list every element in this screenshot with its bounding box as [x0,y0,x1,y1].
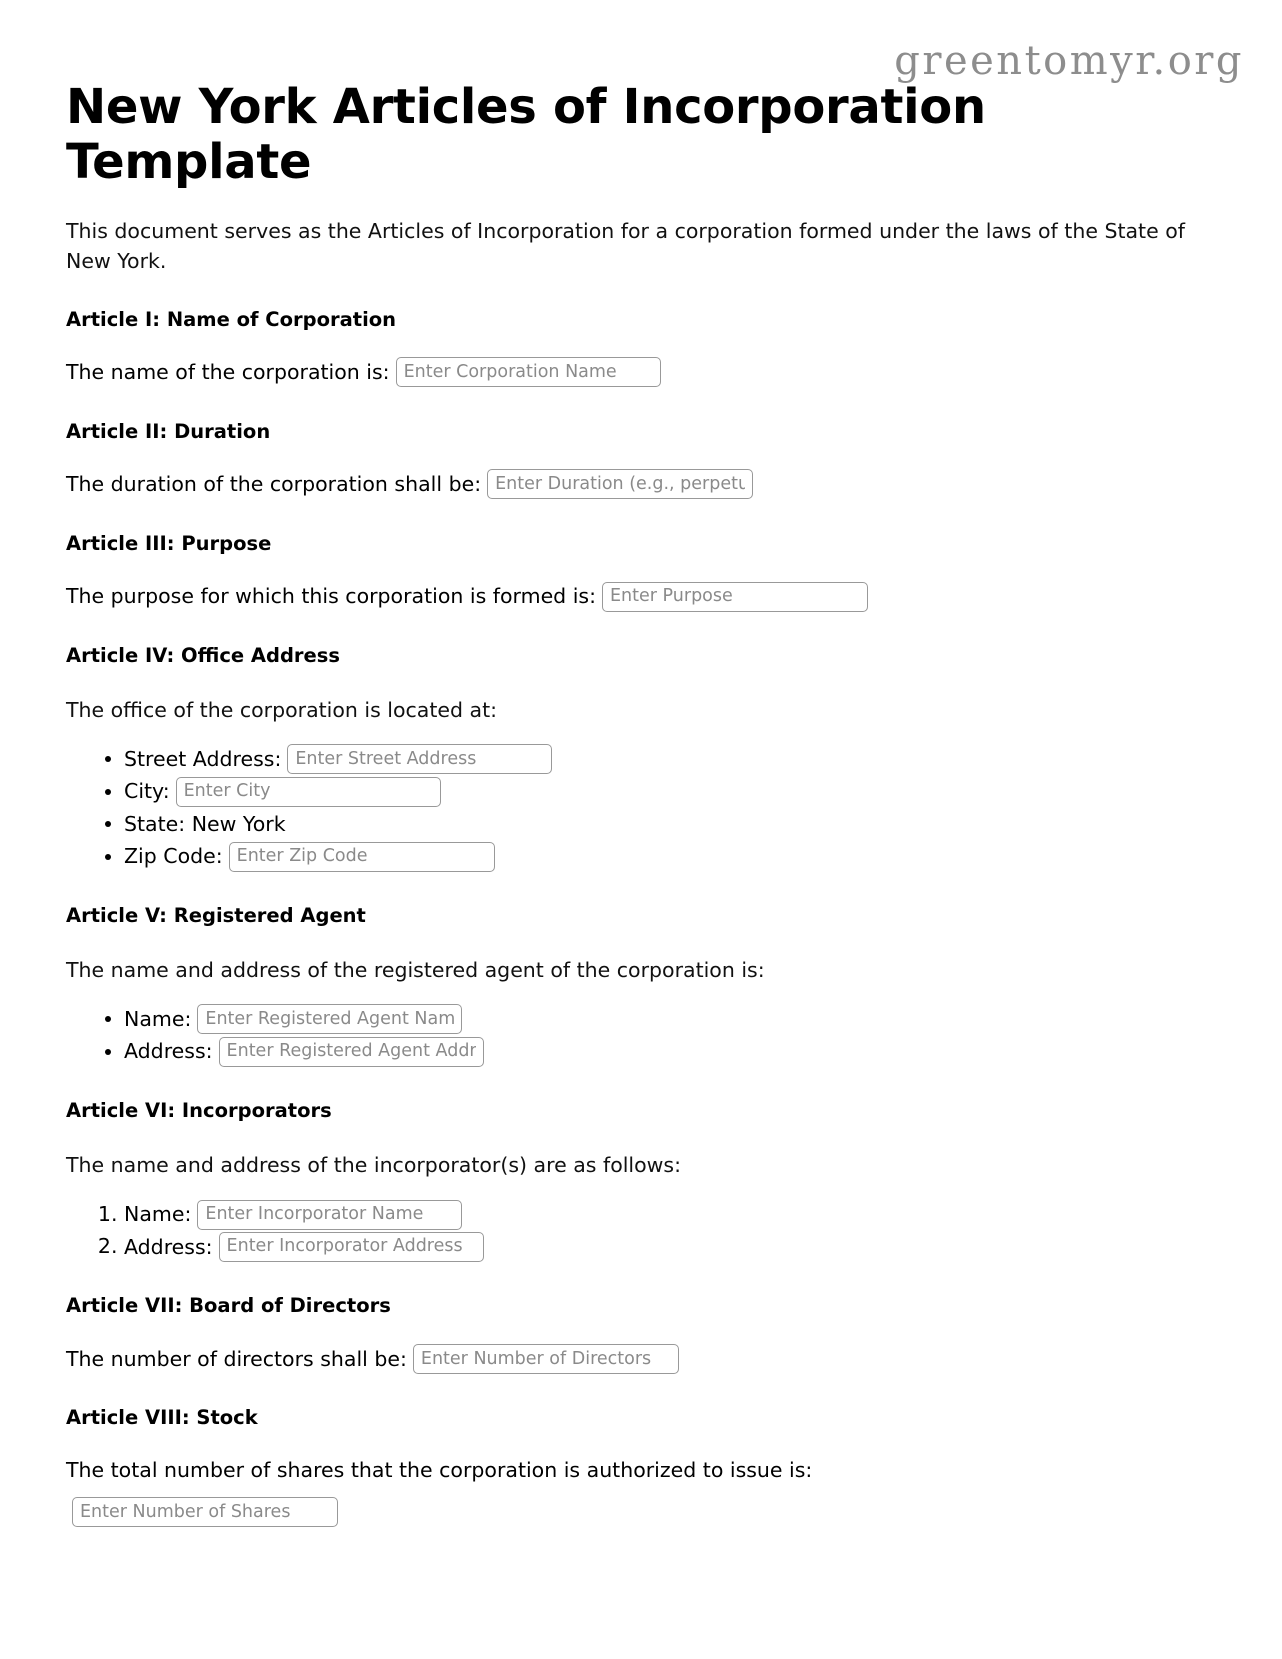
article-viii-field-row [66,1497,1186,1527]
article-vi-heading: Article VI: Incorporators [66,1099,332,1123]
incorporator-name-label: 1. Name: [124,1202,192,1227]
article-vii-label: The number of directors shall be: [66,1346,407,1371]
zip-code-input[interactable] [229,842,495,872]
article-ii-heading: Article II: Duration [66,419,271,443]
list-item [124,776,1186,807]
article-i-heading: Article I: Name of Corporation [66,307,397,331]
number-of-directors-input[interactable] [413,1344,679,1374]
article-i-label: The name of the corporation is: [66,360,390,384]
article-viii-heading: Article VIII: Stock [66,1406,258,1430]
registered-agent-list [66,1003,1186,1067]
registered-agent-name-input[interactable] [197,1004,462,1034]
duration-input[interactable] [487,469,753,499]
article-ii-label: The duration of the corporation shall be: [66,472,482,497]
incorporator-address-label: 2. Address: [124,1234,213,1259]
article-vi-lead: The name and address of the incorporator(s) are as follows: [66,1153,682,1178]
incorporator-name-input[interactable] [197,1200,462,1230]
article-iii-heading: Article III: Purpose [66,531,272,555]
list-item [124,841,1186,872]
article-v-heading: Article V: Registered Agent [66,903,366,927]
page-title: New York Articles of Incorporation Template [66,79,986,190]
article-vii-field-row [66,1344,1186,1375]
number-of-shares-input[interactable] [72,1497,338,1527]
list-item [124,1199,1186,1230]
city-label: • City: [124,779,170,804]
article-i-field-row [66,357,1186,388]
list-item [124,808,1186,839]
article-viii-label: The total number of shares that the corporation is authorized to issue is: [66,1457,813,1482]
incorporators-list [66,1199,1186,1263]
zip-code-label: • Zip Code: [124,844,223,869]
list-item [124,1003,1186,1034]
street-address-input[interactable] [287,744,552,774]
list-item [124,1036,1186,1067]
document-intro-text: This document serves as the Articles of Incorporation for a corporation formed under the laws of the State of New York. [66,219,1185,273]
incorporator-address-input[interactable] [219,1232,484,1262]
registered-agent-address-label: • Address: [124,1039,213,1064]
article-iii-label: The purpose for which this corporation is formed is: [66,584,596,609]
purpose-input[interactable] [602,582,868,612]
office-address-list [66,743,1186,872]
state-value: New York [185,811,286,836]
article-vii-heading: Article VII: Board of Directors [66,1294,391,1318]
article-iv-heading: Article IV: Office Address [66,643,340,667]
article-iv-lead: The office of the corporation is located at: [66,698,498,723]
state-label: • State: [124,811,186,836]
city-input[interactable] [176,777,441,807]
list-item [124,1231,1186,1262]
registered-agent-address-input[interactable] [219,1037,484,1067]
registered-agent-name-label: • Name: [124,1006,192,1031]
site-watermark: greentomyr.org [894,38,1244,84]
article-iii-field-row [66,581,1186,612]
corporation-name-input[interactable] [396,357,661,387]
street-address-label: • Street Address: [124,747,282,772]
list-item [124,743,1186,774]
article-v-lead: The name and address of the registered agent of the corporation is: [66,958,765,983]
document-content [66,80,1186,1527]
article-ii-field-row [66,469,1186,500]
